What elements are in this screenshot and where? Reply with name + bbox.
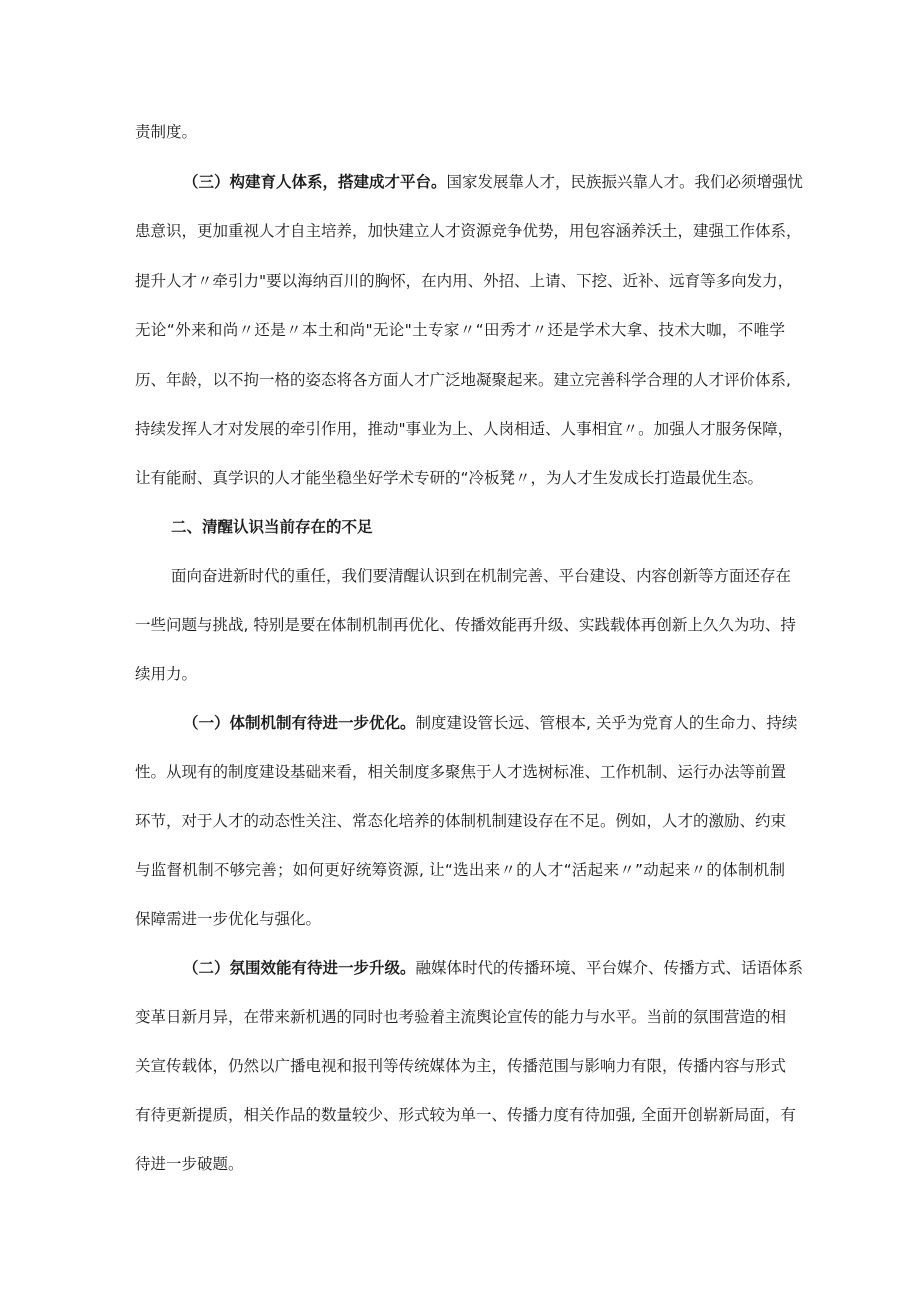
paragraph-line	[135, 216, 802, 246]
text-run: 关宣传载体，仍然以广播电视和报刊等传统媒体为主，传播范围与影响力有限，传播内容与形式	[135, 1057, 787, 1075]
paragraph-line	[135, 1002, 785, 1032]
paragraph-line	[135, 266, 794, 296]
text-run: 面向奋进新时代的重任，我们要清醒认识到在机制完善、平台建设、内容创新等方面还存在	[171, 567, 792, 585]
paragraph-line	[135, 610, 796, 640]
paragraph-line	[135, 117, 335, 147]
text-run: 制度建设管长远、管根本, 关乎为党育人的生命力、持续	[415, 714, 798, 732]
text-run: 让有能耐、真学识的人才能坐稳坐好学术专研的“冷板凳〃，为人才生发成长打造最优生态。	[135, 469, 764, 487]
paragraph-line	[135, 365, 791, 395]
text-run: 无论“外来和尚〃还是〃本土和尚"无论"土专家〃“田秀才〃还是学术大拿、技术大咖，不唯学	[135, 321, 785, 339]
text-run: 融媒体时代的传播环境、平台媒介、传播方式、话语体系	[415, 959, 804, 977]
text-run: 持续发挥人才对发展的牵引作用，推动"事业为上、人岗相适、人事相宜〃。加强人才服务保障，	[135, 420, 794, 438]
text-run: 提升人才〃牵引力"要以海纳百川的胸怀，在内用、外招、上请、下挖、近补、远育等多向发力，	[135, 272, 794, 290]
paragraph-line	[135, 1051, 785, 1081]
paragraph-line	[135, 1149, 335, 1179]
text-run: 待进一步破题。	[135, 1155, 244, 1173]
paragraph-line	[183, 167, 804, 197]
text-run: 性。从现有的制度建设基础来看，相关制度多聚焦于人才选树标准、工作机制、运行办法等前置	[135, 763, 787, 781]
paragraph-line	[135, 1100, 796, 1130]
section-heading-inline: （二）氛围效能有待进一步升级。	[183, 959, 416, 977]
section-heading	[171, 512, 571, 542]
text-run: 责制度。	[135, 123, 198, 141]
text-run: 一些问题与挑战, 特别是要在体制机制再优化、传播效能再升级、实践载体再创新上久久为功、持	[135, 616, 796, 634]
paragraph-line	[135, 315, 785, 345]
section-heading-inline: （一）体制机制有待进一步优化。	[183, 714, 416, 732]
text-run: 历、年龄，以不拘一格的姿态将各方面人才广泛地凝聚起来。建立完善科学合理的人才评价体系,	[135, 371, 791, 389]
paragraph-line	[135, 757, 785, 787]
paragraph-line	[135, 855, 785, 885]
paragraph-line	[135, 806, 785, 836]
section-heading-text: 二、清醒认识当前存在的不足	[171, 518, 373, 536]
paragraph-line	[183, 953, 804, 983]
text-run: 续用力。	[135, 665, 198, 683]
paragraph-line	[135, 659, 335, 689]
text-run: 保障需进一步优化与强化。	[135, 910, 322, 928]
section-heading-inline: （三）构建育人体系，搭建成才平台。	[183, 173, 447, 191]
text-run: 变革日新月异，在带来新机遇的同时也考验着主流舆论宣传的能力与水平。当前的氛围营造的相	[135, 1008, 787, 1026]
text-run: 患意识，更加重视人才自主培养，加快建立人才资源竞争优势，用包容涵养沃土，建强工作体系，	[135, 222, 802, 240]
paragraph-line	[171, 561, 792, 591]
text-run: 有待更新提质，相关作品的数量较少、形式较为单一、传播力度有待加强, 全面开创崭新局面，有	[135, 1106, 796, 1124]
paragraph-line	[135, 414, 794, 444]
text-run: 国家发展靠人才，民族振兴靠人才。我们必须增强忧	[446, 173, 804, 191]
paragraph-line	[135, 463, 785, 493]
text-run: 与监督机制不够完善；如何更好统筹资源, 让“选出来〃的人才“活起来〃”动起来〃的体制机制	[135, 861, 785, 879]
text-run: 环节，对于人才的动态性关注、常态化培养的体制机制建设存在不足。例如，人才的激励、约束	[135, 812, 787, 830]
paragraph-line	[183, 708, 798, 738]
paragraph-line	[135, 904, 435, 934]
